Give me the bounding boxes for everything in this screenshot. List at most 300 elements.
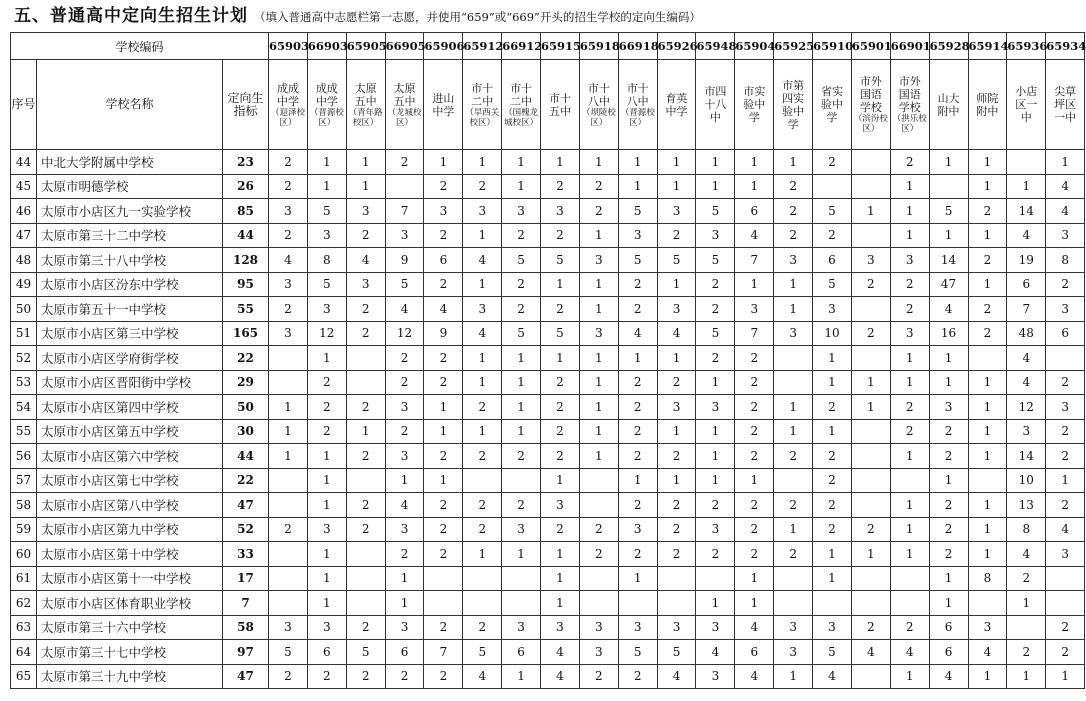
allocation-cell: 2 — [696, 272, 735, 297]
allocation-cell: 2 — [463, 395, 502, 420]
allocation-cell: 2 — [735, 370, 774, 395]
allocation-cell: 2 — [774, 199, 813, 224]
row-quota: 85 — [223, 199, 269, 224]
school-name-header — [307, 60, 346, 150]
school-code: 65925 — [774, 33, 813, 60]
allocation-cell — [851, 444, 890, 469]
school-name: 小店区一中 — [1015, 85, 1038, 124]
title-note: （填入普通高中志愿栏第一志愿，并使用“659”或“669”开头的招生学校的定向生编码） — [254, 10, 701, 24]
allocation-cell — [269, 468, 308, 493]
allocation-cell: 2 — [696, 346, 735, 371]
school-name: 太原五中 — [354, 81, 377, 108]
allocation-cell: 4 — [735, 223, 774, 248]
school-code: 65903 — [269, 33, 308, 60]
allocation-cell: 2 — [424, 346, 463, 371]
allocation-cell: 2 — [1046, 493, 1085, 518]
allocation-cell: 2 — [774, 223, 813, 248]
allocation-cell: 1 — [968, 150, 1007, 175]
row-number: 54 — [11, 395, 37, 420]
allocation-cell: 1 — [774, 150, 813, 175]
allocation-cell — [579, 493, 618, 518]
allocation-cell — [657, 591, 696, 616]
allocation-cell: 1 — [968, 419, 1007, 444]
school-name: 山大附中 — [937, 91, 960, 118]
allocation-cell: 1 — [929, 566, 968, 591]
allocation-cell: 1 — [813, 566, 852, 591]
school-name-header — [851, 60, 890, 150]
allocation-cell — [269, 346, 308, 371]
table-row — [11, 615, 1085, 640]
allocation-cell — [851, 297, 890, 322]
allocation-cell: 4 — [1007, 223, 1046, 248]
allocation-cell — [269, 370, 308, 395]
allocation-cell: 2 — [502, 297, 541, 322]
school-name-header — [696, 60, 735, 150]
school-code: 65936 — [1007, 33, 1046, 60]
allocation-cell: 1 — [502, 542, 541, 567]
row-number: 47 — [11, 223, 37, 248]
allocation-cell — [929, 174, 968, 199]
allocation-cell: 1 — [541, 346, 580, 371]
school-name: 市十八中 — [587, 81, 610, 108]
allocation-cell — [774, 591, 813, 616]
allocation-cell: 3 — [307, 223, 346, 248]
allocation-cell: 5 — [929, 199, 968, 224]
allocation-cell: 4 — [346, 248, 385, 273]
allocation-cell: 2 — [696, 297, 735, 322]
allocation-cell: 2 — [1046, 272, 1085, 297]
allocation-cell: 3 — [1046, 223, 1085, 248]
allocation-cell — [346, 346, 385, 371]
allocation-cell: 9 — [385, 248, 424, 273]
allocation-cell: 5 — [269, 640, 308, 665]
table-row — [11, 517, 1085, 542]
allocation-cell: 3 — [307, 517, 346, 542]
allocation-cell: 3 — [1046, 542, 1085, 567]
allocation-cell: 1 — [1007, 174, 1046, 199]
page-title — [14, 2, 701, 30]
allocation-cell: 3 — [424, 199, 463, 224]
allocation-cell: 14 — [1007, 199, 1046, 224]
allocation-cell — [269, 566, 308, 591]
school-campus: （滨汾校区） — [853, 114, 888, 134]
allocation-cell: 3 — [890, 248, 929, 273]
allocation-cell: 3 — [541, 615, 580, 640]
table-row — [11, 370, 1085, 395]
allocation-cell: 1 — [1046, 664, 1085, 689]
allocation-cell — [657, 566, 696, 591]
row-number: 45 — [11, 174, 37, 199]
allocation-cell: 2 — [579, 542, 618, 567]
allocation-cell: 2 — [929, 493, 968, 518]
allocation-cell — [346, 468, 385, 493]
allocation-cell: 1 — [502, 174, 541, 199]
allocation-cell: 2 — [269, 174, 308, 199]
allocation-cell — [774, 566, 813, 591]
row-quota: 44 — [223, 444, 269, 469]
allocation-cell: 1 — [618, 566, 657, 591]
allocation-cell: 4 — [657, 664, 696, 689]
allocation-cell: 2 — [502, 272, 541, 297]
table-row — [11, 419, 1085, 444]
allocation-cell: 2 — [346, 321, 385, 346]
allocation-cell: 5 — [813, 199, 852, 224]
enrollment-table — [10, 32, 1085, 689]
row-quota: 29 — [223, 370, 269, 395]
allocation-cell: 1 — [307, 542, 346, 567]
row-number: 59 — [11, 517, 37, 542]
allocation-cell: 48 — [1007, 321, 1046, 346]
allocation-cell: 4 — [269, 248, 308, 273]
allocation-cell: 1 — [929, 150, 968, 175]
table-row — [11, 640, 1085, 665]
allocation-cell: 1 — [968, 174, 1007, 199]
row-quota: 58 — [223, 615, 269, 640]
allocation-cell: 1 — [890, 493, 929, 518]
allocation-cell: 1 — [813, 419, 852, 444]
allocation-cell — [502, 591, 541, 616]
allocation-cell: 2 — [307, 370, 346, 395]
allocation-cell — [1007, 150, 1046, 175]
row-school-name: 太原市小店区汾东中学校 — [37, 272, 223, 297]
school-name: 市第四实验中学 — [782, 78, 805, 131]
school-name-header — [813, 60, 852, 150]
allocation-cell — [851, 150, 890, 175]
allocation-cell: 9 — [424, 321, 463, 346]
allocation-cell: 1 — [696, 150, 735, 175]
allocation-cell: 3 — [269, 615, 308, 640]
allocation-cell: 3 — [541, 493, 580, 518]
school-name: 师院附中 — [976, 91, 999, 118]
allocation-cell: 3 — [774, 640, 813, 665]
allocation-cell: 2 — [385, 370, 424, 395]
school-name-header — [968, 60, 1007, 150]
allocation-cell — [774, 346, 813, 371]
allocation-cell — [851, 174, 890, 199]
allocation-cell: 3 — [385, 615, 424, 640]
allocation-cell: 2 — [735, 493, 774, 518]
allocation-cell: 3 — [618, 615, 657, 640]
table-row — [11, 272, 1085, 297]
row-school-name: 太原市小店区九一实验学校 — [37, 199, 223, 224]
allocation-cell: 3 — [696, 517, 735, 542]
school-name-row — [11, 60, 1085, 150]
allocation-cell: 1 — [424, 395, 463, 420]
allocation-cell: 2 — [541, 174, 580, 199]
allocation-cell: 2 — [735, 542, 774, 567]
allocation-cell: 1 — [502, 664, 541, 689]
school-code: 65914 — [968, 33, 1007, 60]
allocation-cell: 5 — [696, 248, 735, 273]
allocation-cell: 1 — [269, 419, 308, 444]
allocation-cell: 2 — [1007, 640, 1046, 665]
school-code: 66901 — [890, 33, 929, 60]
row-number: 65 — [11, 664, 37, 689]
allocation-cell: 1 — [929, 223, 968, 248]
allocation-cell — [579, 591, 618, 616]
allocation-cell: 5 — [307, 199, 346, 224]
allocation-cell — [1046, 566, 1085, 591]
allocation-cell: 1 — [968, 664, 1007, 689]
allocation-cell: 1 — [463, 419, 502, 444]
allocation-cell: 5 — [307, 272, 346, 297]
row-school-name: 太原市第三十八中学校 — [37, 248, 223, 273]
allocation-cell: 2 — [618, 272, 657, 297]
allocation-cell: 2 — [346, 493, 385, 518]
allocation-cell: 2 — [424, 517, 463, 542]
allocation-cell: 1 — [774, 419, 813, 444]
allocation-cell: 2 — [541, 297, 580, 322]
allocation-cell: 2 — [579, 174, 618, 199]
allocation-cell: 2 — [851, 321, 890, 346]
allocation-cell: 3 — [813, 297, 852, 322]
allocation-cell: 1 — [463, 272, 502, 297]
allocation-cell: 2 — [618, 370, 657, 395]
allocation-cell: 3 — [774, 248, 813, 273]
allocation-cell: 1 — [968, 272, 1007, 297]
school-name: 太原五中 — [393, 81, 416, 108]
allocation-cell: 6 — [502, 640, 541, 665]
allocation-cell — [851, 419, 890, 444]
allocation-cell: 8 — [1046, 248, 1085, 273]
allocation-cell: 4 — [618, 321, 657, 346]
row-school-name: 太原市小店区第五中学校 — [37, 419, 223, 444]
allocation-cell: 2 — [463, 517, 502, 542]
allocation-cell: 4 — [813, 664, 852, 689]
allocation-cell: 2 — [1007, 566, 1046, 591]
allocation-cell: 1 — [774, 272, 813, 297]
allocation-cell: 1 — [269, 444, 308, 469]
school-campus: （迎泽校区） — [270, 107, 305, 128]
allocation-cell: 4 — [735, 664, 774, 689]
allocation-cell: 2 — [618, 444, 657, 469]
allocation-cell — [579, 468, 618, 493]
row-school-name: 太原市小店区第十中学校 — [37, 542, 223, 567]
allocation-cell: 1 — [890, 199, 929, 224]
allocation-cell — [346, 566, 385, 591]
allocation-cell: 2 — [424, 174, 463, 199]
allocation-cell: 12 — [385, 321, 424, 346]
allocation-cell: 2 — [385, 542, 424, 567]
school-code: 65948 — [696, 33, 735, 60]
allocation-cell: 1 — [541, 150, 580, 175]
allocation-cell: 4 — [735, 615, 774, 640]
allocation-cell — [502, 566, 541, 591]
allocation-cell: 2 — [1046, 444, 1085, 469]
allocation-cell: 4 — [696, 640, 735, 665]
row-quota: 50 — [223, 395, 269, 420]
allocation-cell: 4 — [424, 297, 463, 322]
allocation-cell: 1 — [541, 272, 580, 297]
allocation-cell: 2 — [774, 444, 813, 469]
allocation-cell: 2 — [1046, 370, 1085, 395]
row-quota: 26 — [223, 174, 269, 199]
allocation-cell: 1 — [618, 150, 657, 175]
school-name-header — [657, 60, 696, 150]
allocation-cell: 1 — [502, 395, 541, 420]
allocation-cell: 1 — [618, 346, 657, 371]
allocation-cell: 6 — [929, 615, 968, 640]
allocation-cell: 4 — [463, 248, 502, 273]
allocation-cell: 1 — [890, 223, 929, 248]
allocation-cell: 6 — [385, 640, 424, 665]
allocation-cell: 1 — [307, 566, 346, 591]
allocation-cell: 4 — [929, 664, 968, 689]
allocation-cell: 2 — [307, 395, 346, 420]
row-school-name: 太原市小店区第四中学校 — [37, 395, 223, 420]
allocation-cell: 2 — [735, 444, 774, 469]
allocation-cell: 1 — [579, 370, 618, 395]
allocation-cell: 2 — [541, 444, 580, 469]
allocation-cell: 2 — [968, 199, 1007, 224]
allocation-cell: 5 — [696, 321, 735, 346]
allocation-cell: 3 — [851, 248, 890, 273]
allocation-cell: 1 — [269, 395, 308, 420]
allocation-cell: 4 — [385, 297, 424, 322]
allocation-cell: 3 — [1007, 419, 1046, 444]
allocation-cell: 1 — [307, 346, 346, 371]
allocation-cell: 2 — [463, 493, 502, 518]
school-name-header — [463, 60, 502, 150]
allocation-cell: 4 — [541, 640, 580, 665]
allocation-cell: 1 — [929, 370, 968, 395]
allocation-cell: 2 — [269, 150, 308, 175]
allocation-cell: 6 — [424, 248, 463, 273]
allocation-cell: 19 — [1007, 248, 1046, 273]
allocation-cell: 5 — [618, 248, 657, 273]
allocation-cell — [1046, 591, 1085, 616]
allocation-cell — [463, 468, 502, 493]
row-school-name: 太原市小店区学府街学校 — [37, 346, 223, 371]
row-number: 56 — [11, 444, 37, 469]
table-row — [11, 468, 1085, 493]
allocation-cell: 4 — [1046, 517, 1085, 542]
allocation-cell: 1 — [657, 150, 696, 175]
school-name: 成成中学 — [276, 81, 299, 108]
table-row — [11, 395, 1085, 420]
allocation-cell: 1 — [735, 174, 774, 199]
allocation-cell: 5 — [346, 640, 385, 665]
allocation-cell: 2 — [424, 664, 463, 689]
allocation-cell: 1 — [1007, 591, 1046, 616]
school-campus: （拱乐校区） — [892, 114, 927, 134]
allocation-cell: 5 — [385, 272, 424, 297]
row-quota: 97 — [223, 640, 269, 665]
allocation-cell: 2 — [346, 395, 385, 420]
allocation-cell: 2 — [385, 150, 424, 175]
allocation-cell: 7 — [424, 640, 463, 665]
allocation-cell: 6 — [1046, 321, 1085, 346]
allocation-cell: 1 — [696, 444, 735, 469]
allocation-cell: 5 — [813, 640, 852, 665]
school-name: 进山中学 — [432, 91, 455, 118]
allocation-cell: 2 — [541, 517, 580, 542]
allocation-cell: 2 — [424, 370, 463, 395]
quota-header: 定向生指标 — [223, 60, 269, 150]
allocation-cell: 2 — [813, 223, 852, 248]
school-code: 65928 — [929, 33, 968, 60]
allocation-cell: 3 — [929, 395, 968, 420]
allocation-cell: 1 — [579, 297, 618, 322]
row-number: 46 — [11, 199, 37, 224]
school-code: 65915 — [541, 33, 580, 60]
school-code: 65901 — [851, 33, 890, 60]
allocation-cell: 6 — [929, 640, 968, 665]
allocation-cell: 3 — [269, 272, 308, 297]
allocation-cell: 4 — [929, 297, 968, 322]
table-row — [11, 591, 1085, 616]
allocation-cell: 1 — [735, 468, 774, 493]
school-name-header — [541, 60, 580, 150]
allocation-cell: 2 — [541, 419, 580, 444]
school-name-header — [1046, 60, 1085, 150]
allocation-cell: 3 — [269, 199, 308, 224]
row-number: 53 — [11, 370, 37, 395]
allocation-cell: 2 — [929, 419, 968, 444]
row-number: 52 — [11, 346, 37, 371]
row-school-name: 太原市小店区体育职业学校 — [37, 591, 223, 616]
allocation-cell: 1 — [657, 272, 696, 297]
allocation-cell — [424, 591, 463, 616]
allocation-cell: 1 — [657, 468, 696, 493]
allocation-cell: 2 — [618, 297, 657, 322]
allocation-cell: 2 — [424, 272, 463, 297]
allocation-cell — [346, 370, 385, 395]
school-name-header — [346, 60, 385, 150]
school-name: 尖草坪区一中 — [1054, 85, 1077, 124]
table-row — [11, 150, 1085, 175]
allocation-cell: 1 — [307, 493, 346, 518]
school-code: 65912 — [463, 33, 502, 60]
row-school-name: 中北大学附属中学校 — [37, 150, 223, 175]
school-code: 65918 — [579, 33, 618, 60]
allocation-cell: 1 — [463, 223, 502, 248]
allocation-cell — [851, 566, 890, 591]
allocation-cell: 1 — [385, 468, 424, 493]
seq-header: 序号 — [11, 60, 37, 150]
allocation-cell: 3 — [579, 640, 618, 665]
allocation-cell: 3 — [579, 321, 618, 346]
allocation-cell: 14 — [1007, 444, 1046, 469]
allocation-cell: 3 — [696, 615, 735, 640]
allocation-cell: 3 — [1046, 297, 1085, 322]
allocation-cell: 2 — [968, 321, 1007, 346]
allocation-cell: 7 — [735, 248, 774, 273]
allocation-cell: 13 — [1007, 493, 1046, 518]
allocation-cell: 1 — [307, 174, 346, 199]
row-school-name: 太原市第三十二中学校 — [37, 223, 223, 248]
allocation-cell: 2 — [463, 444, 502, 469]
allocation-cell: 2 — [424, 223, 463, 248]
allocation-cell: 4 — [463, 321, 502, 346]
allocation-cell: 1 — [968, 444, 1007, 469]
allocation-cell: 1 — [618, 174, 657, 199]
allocation-cell: 2 — [813, 150, 852, 175]
allocation-cell: 47 — [929, 272, 968, 297]
allocation-cell: 2 — [851, 272, 890, 297]
allocation-cell: 1 — [579, 419, 618, 444]
allocation-cell: 1 — [502, 150, 541, 175]
allocation-cell — [851, 664, 890, 689]
allocation-cell: 2 — [657, 223, 696, 248]
row-school-name: 太原市第三十七中学校 — [37, 640, 223, 665]
allocation-cell — [851, 346, 890, 371]
allocation-cell: 2 — [851, 615, 890, 640]
table-row — [11, 321, 1085, 346]
allocation-cell: 1 — [502, 419, 541, 444]
row-quota: 52 — [223, 517, 269, 542]
allocation-cell: 5 — [657, 640, 696, 665]
